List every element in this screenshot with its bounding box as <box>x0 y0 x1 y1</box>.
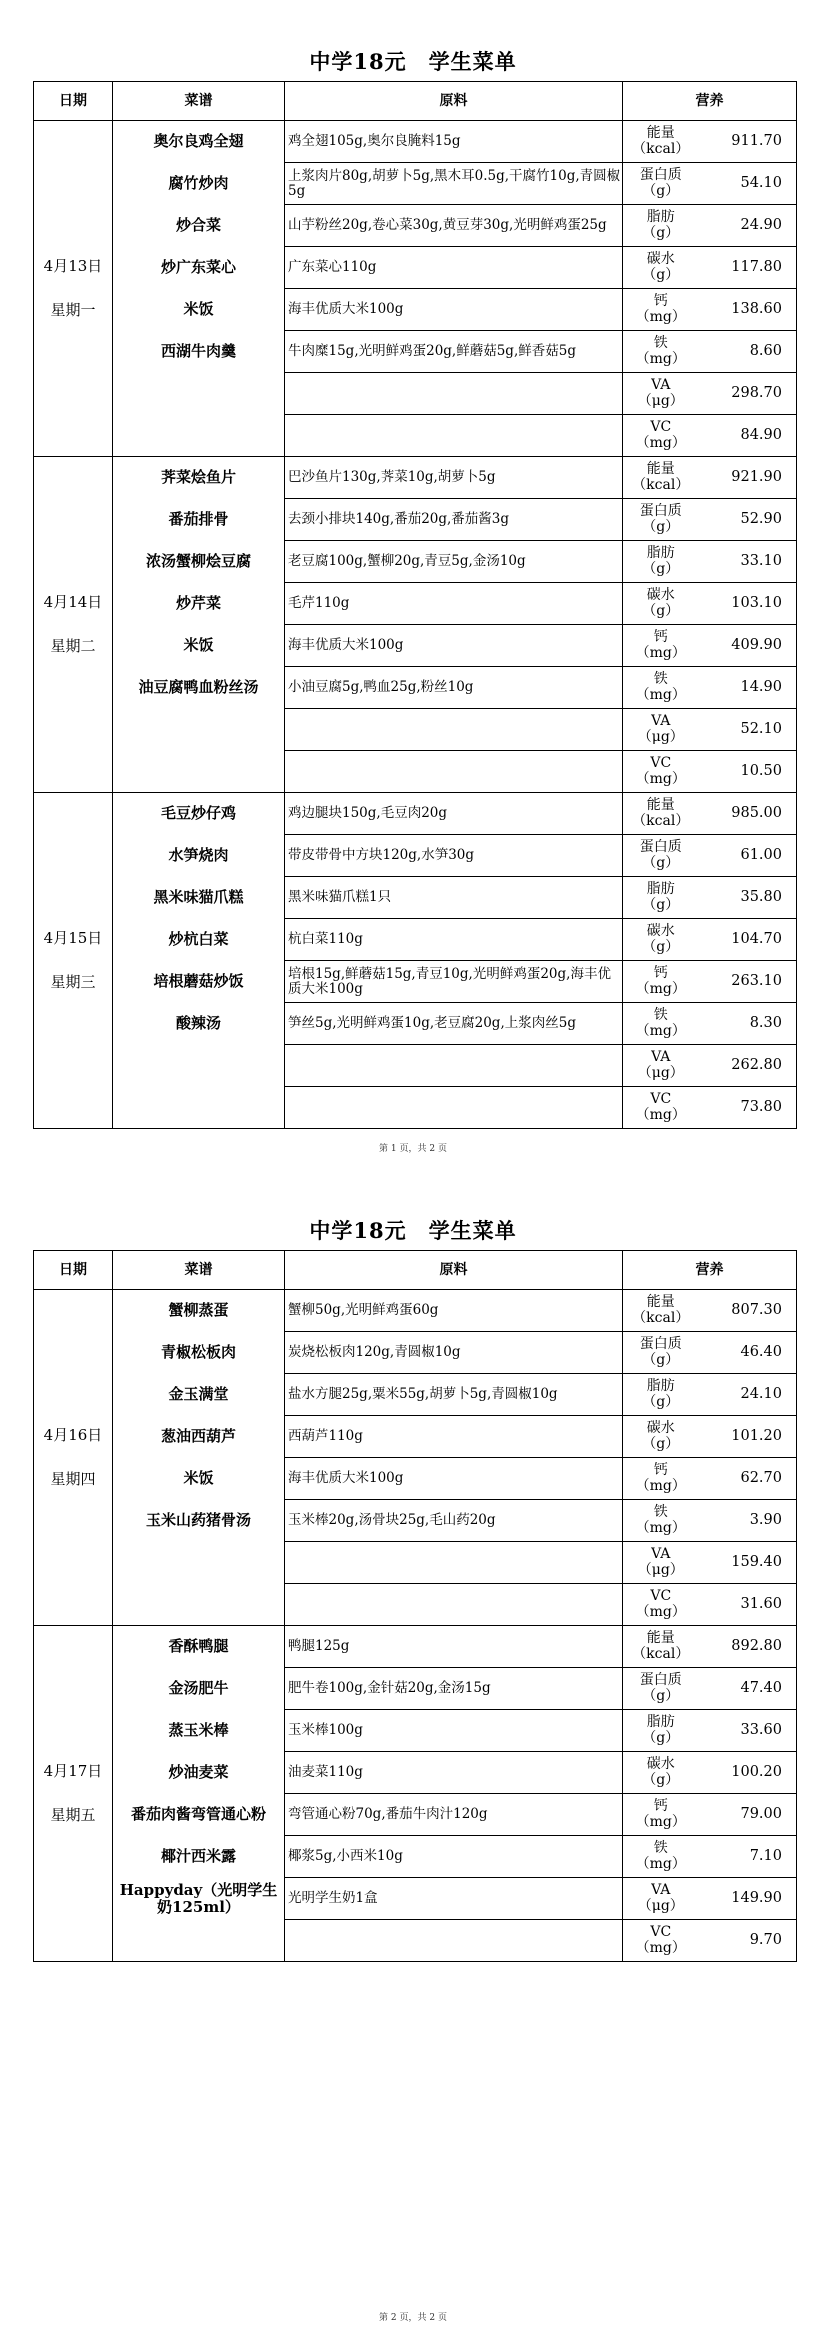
nutrient-name: 脂肪 <box>646 881 675 898</box>
nutrient-name: 能量 <box>646 461 675 478</box>
nutrient-value: 52.90 <box>699 499 797 541</box>
date-label: 4月17日 <box>43 1762 103 1781</box>
ingredient-cell: 肥牛卷100g,金针菇20g,金汤15g <box>285 1668 623 1710</box>
dish-name: 米饭 <box>183 300 214 319</box>
nutrient-label-cell <box>623 919 699 961</box>
date-group <box>34 1763 112 1824</box>
nutrient-value: 84.90 <box>699 415 797 457</box>
nutrient-value: 52.10 <box>699 709 797 751</box>
nutrient-value: 24.90 <box>699 205 797 247</box>
header-date: 日期 <box>34 82 113 121</box>
nutrient-value: 149.90 <box>699 1878 797 1920</box>
ingredient-cell <box>285 415 623 457</box>
nutrient-unit: （g） <box>642 854 680 871</box>
nutrient-name: 蛋白质 <box>639 1672 682 1689</box>
nutrient-label-cell <box>623 1710 699 1752</box>
nutrient-unit: （g） <box>642 1393 680 1410</box>
nutrient-unit: （μg） <box>637 1897 684 1914</box>
nutrient-label-cell <box>623 1752 699 1794</box>
table-row <box>34 1290 797 1332</box>
nutrient-unit: （g） <box>642 1351 680 1368</box>
nutrient-name: VC <box>650 1588 672 1605</box>
nutrient-label-cell <box>623 1374 699 1416</box>
ingredient-cell: 笋丝5g,光明鲜鸡蛋10g,老豆腐20g,上浆肉丝5g <box>285 1003 623 1045</box>
nutrient-unit: （g） <box>642 224 680 241</box>
nutrient-name: VA <box>651 1546 671 1563</box>
dish-name: 炒杭白菜 <box>168 930 229 949</box>
day-block <box>34 1626 797 1962</box>
menu-table-2 <box>33 1250 797 1962</box>
ingredient-cell: 海丰优质大米100g <box>285 289 623 331</box>
ingredient-cell: 去颈小排块140g,番茄20g,番茄酱3g <box>285 499 623 541</box>
date-group <box>34 258 112 319</box>
dish-name: 香酥鸭腿 <box>168 1637 229 1656</box>
nutrient-value: 911.70 <box>699 121 797 163</box>
nutrient-name: 能量 <box>646 1294 675 1311</box>
nutrient-name: VC <box>650 1924 672 1941</box>
nutrient-unit: （g） <box>642 1729 680 1746</box>
nutrient-unit: （μg） <box>637 728 684 745</box>
menu-title: 中学18元 学生菜单 <box>309 49 517 74</box>
ingredient-cell: 广东菜心110g <box>285 247 623 289</box>
nutrient-unit: （μg） <box>637 1561 684 1578</box>
nutrient-name: VA <box>651 1049 671 1066</box>
date-label: 4月13日 <box>43 257 103 276</box>
date-label: 4月14日 <box>43 593 103 612</box>
dish-name: 椰汁西米露 <box>160 1847 236 1866</box>
ingredient-cell: 牛肉糜15g,光明鲜鸡蛋20g,鲜蘑菇5g,鲜香菇5g <box>285 331 623 373</box>
nutrient-unit: （mg） <box>635 308 686 325</box>
nutrient-value: 61.00 <box>699 835 797 877</box>
ingredient-cell: 光明学生奶1盒 <box>285 1878 623 1920</box>
page-footer: 第 2 页，共 2 页 <box>379 2313 447 2323</box>
weekday-label: 星期三 <box>50 972 96 991</box>
nutrient-name: 蛋白质 <box>639 839 682 856</box>
date-label: 4月15日 <box>43 929 103 948</box>
ingredient-cell: 炭烧松板肉120g,青圆椒10g <box>285 1332 623 1374</box>
nutrient-value: 892.80 <box>699 1626 797 1668</box>
ingredient-cell: 蟹柳50g,光明鲜鸡蛋60g <box>285 1290 623 1332</box>
nutrient-label-cell <box>623 583 699 625</box>
nutrient-name: 碳水 <box>646 251 675 268</box>
nutrient-name: VA <box>651 377 671 394</box>
ingredient-cell: 鸭腿125g <box>285 1626 623 1668</box>
nutrient-unit: （kcal） <box>632 1309 690 1326</box>
dishes-cell <box>113 121 285 457</box>
nutrient-name: 铁 <box>653 671 668 688</box>
nutrient-value: 117.80 <box>699 247 797 289</box>
nutrient-name: VA <box>651 713 671 730</box>
nutrient-label-cell <box>623 289 699 331</box>
nutrient-label-cell <box>623 541 699 583</box>
table-row <box>34 457 797 499</box>
ingredient-cell: 西葫芦110g <box>285 1416 623 1458</box>
ingredient-cell <box>285 1542 623 1584</box>
nutrient-label-cell <box>623 1668 699 1710</box>
table-header-row <box>34 82 797 121</box>
ingredient-cell <box>285 1045 623 1087</box>
nutrient-label-cell <box>623 163 699 205</box>
nutrient-value: 263.10 <box>699 961 797 1003</box>
dish-name: 米饭 <box>183 1469 214 1488</box>
nutrient-unit: （kcal） <box>632 812 690 829</box>
nutrient-name: 铁 <box>653 1840 668 1857</box>
nutrient-name: 铁 <box>653 1007 668 1024</box>
nutrient-unit: （kcal） <box>632 1645 690 1662</box>
dish-name: 炒油麦菜 <box>168 1763 229 1782</box>
table-row <box>34 793 797 835</box>
ingredient-cell <box>285 373 623 415</box>
nutrient-label-cell <box>623 1290 699 1332</box>
dish-name: 腐竹炒肉 <box>168 174 229 193</box>
nutrient-unit: （mg） <box>635 1855 686 1872</box>
ingredient-cell: 毛芹110g <box>285 583 623 625</box>
nutrient-unit: （g） <box>642 266 680 283</box>
header-ingredients: 原料 <box>285 1251 623 1290</box>
nutrient-value: 24.10 <box>699 1374 797 1416</box>
ingredient-cell <box>285 1087 623 1129</box>
nutrient-value: 8.30 <box>699 1003 797 1045</box>
nutrient-name: 蛋白质 <box>639 1336 682 1353</box>
ingredient-cell: 鸡全翅105g,奥尔良腌料15g <box>285 121 623 163</box>
nutrient-unit: （mg） <box>635 434 686 451</box>
nutrient-unit: （mg） <box>635 770 686 787</box>
date-group <box>34 1427 112 1488</box>
ingredient-cell: 培根15g,鲜蘑菇15g,青豆10g,光明鲜鸡蛋20g,海丰优质大米100g <box>285 961 623 1003</box>
ingredient-cell <box>285 709 623 751</box>
dishes-cell <box>113 1290 285 1626</box>
nutrient-name: 碳水 <box>646 587 675 604</box>
nutrient-unit: （mg） <box>635 1939 686 1956</box>
dish-name: 培根蘑菇炒饭 <box>153 972 244 991</box>
dish-name: Happyday（光明学生奶125ml） <box>119 1880 278 1916</box>
nutrient-value: 62.70 <box>699 1458 797 1500</box>
nutrient-value: 79.00 <box>699 1794 797 1836</box>
nutrient-label-cell <box>623 1584 699 1626</box>
nutrient-unit: （g） <box>642 1435 680 1452</box>
nutrient-label-cell <box>623 415 699 457</box>
nutrient-unit: （g） <box>642 896 680 913</box>
header-nutrition: 营养 <box>623 82 797 121</box>
dish-name: 油豆腐鸭血粉丝汤 <box>138 678 259 697</box>
table-header-row <box>34 1251 797 1290</box>
dish-name: 青椒松板肉 <box>160 1343 236 1362</box>
nutrient-value: 3.90 <box>699 1500 797 1542</box>
dish-name: 金玉满堂 <box>168 1385 229 1404</box>
ingredient-cell: 玉米棒20g,汤骨块25g,毛山药20g <box>285 1500 623 1542</box>
date-cell <box>34 457 113 793</box>
dish-name: 葱油西葫芦 <box>160 1427 236 1446</box>
page-footer: 第 1 页，共 2 页 <box>379 1144 447 1154</box>
day-block <box>34 1290 797 1626</box>
ingredient-cell: 弯管通心粉70g,番茄牛肉汁120g <box>285 1794 623 1836</box>
nutrient-name: 铁 <box>653 1504 668 1521</box>
nutrient-label-cell <box>623 1458 699 1500</box>
nutrient-value: 35.80 <box>699 877 797 919</box>
nutrient-name: 蛋白质 <box>639 503 682 520</box>
dish-name: 荠菜烩鱼片 <box>160 468 236 487</box>
nutrient-label-cell <box>623 835 699 877</box>
dish-name: 奥尔良鸡全翅 <box>153 132 244 151</box>
nutrient-name: 碳水 <box>646 1756 675 1773</box>
dish-name: 水笋烧肉 <box>168 846 229 865</box>
weekday-label: 星期四 <box>50 1469 96 1488</box>
ingredient-cell: 椰浆5g,小西米10g <box>285 1836 623 1878</box>
nutrient-name: VC <box>650 755 672 772</box>
nutrient-value: 807.30 <box>699 1290 797 1332</box>
nutrient-label-cell <box>623 793 699 835</box>
nutrient-value: 985.00 <box>699 793 797 835</box>
dish-name: 毛豆炒仔鸡 <box>160 804 236 823</box>
nutrient-value: 100.20 <box>699 1752 797 1794</box>
header-menu: 菜谱 <box>113 1251 285 1290</box>
dish-name: 米饭 <box>183 636 214 655</box>
ingredient-cell: 海丰优质大米100g <box>285 1458 623 1500</box>
ingredient-cell: 黑米味猫爪糕1只 <box>285 877 623 919</box>
nutrient-unit: （g） <box>642 560 680 577</box>
nutrient-name: VC <box>650 419 672 436</box>
date-cell <box>34 1626 113 1962</box>
day-block <box>34 793 797 1129</box>
nutrient-unit: （g） <box>642 1687 680 1704</box>
nutrient-value: 104.70 <box>699 919 797 961</box>
table-row <box>34 121 797 163</box>
nutrient-value: 159.40 <box>699 1542 797 1584</box>
nutrient-value: 921.90 <box>699 457 797 499</box>
menu-title: 中学18元 学生菜单 <box>309 1218 517 1243</box>
header-ingredients: 原料 <box>285 82 623 121</box>
nutrient-label-cell <box>623 1087 699 1129</box>
nutrient-value: 103.10 <box>699 583 797 625</box>
date-group <box>34 594 112 655</box>
date-cell <box>34 121 113 457</box>
header-date: 日期 <box>34 1251 113 1290</box>
nutrient-unit: （mg） <box>635 1603 686 1620</box>
dish-name: 炒广东菜心 <box>160 258 236 277</box>
nutrient-label-cell <box>623 457 699 499</box>
dish-name: 酸辣汤 <box>175 1014 221 1033</box>
dish-name: 玉米山药猪骨汤 <box>145 1511 251 1530</box>
ingredient-cell: 上浆肉片80g,胡萝卜5g,黑木耳0.5g,干腐竹10g,青圆椒5g <box>285 163 623 205</box>
day-block <box>34 457 797 793</box>
ingredient-cell: 玉米棒100g <box>285 1710 623 1752</box>
nutrient-name: 脂肪 <box>646 1378 675 1395</box>
nutrient-label-cell <box>623 961 699 1003</box>
weekday-label: 星期五 <box>50 1805 96 1824</box>
dish-name: 番茄排骨 <box>168 510 229 529</box>
nutrient-name: VA <box>651 1882 671 1899</box>
nutrient-value: 14.90 <box>699 667 797 709</box>
date-group <box>34 930 112 991</box>
header-nutrition: 营养 <box>623 1251 797 1290</box>
nutrient-label-cell <box>623 1003 699 1045</box>
nutrient-label-cell <box>623 1878 699 1920</box>
ingredient-cell <box>285 1584 623 1626</box>
nutrient-label-cell <box>623 1836 699 1878</box>
nutrient-label-cell <box>623 1500 699 1542</box>
nutrient-value: 8.60 <box>699 331 797 373</box>
dish-name: 番茄肉酱弯管通心粉 <box>130 1805 266 1824</box>
page-2 <box>0 1169 826 2338</box>
dish-name: 黑米味猫爪糕 <box>153 888 244 907</box>
nutrient-value: 47.40 <box>699 1668 797 1710</box>
date-label: 4月16日 <box>43 1426 103 1445</box>
nutrient-value: 262.80 <box>699 1045 797 1087</box>
nutrient-unit: （g） <box>642 602 680 619</box>
ingredient-cell <box>285 1920 623 1962</box>
dishes-cell <box>113 1626 285 1962</box>
nutrient-unit: （g） <box>642 518 680 535</box>
nutrient-unit: （kcal） <box>632 140 690 157</box>
nutrient-value: 10.50 <box>699 751 797 793</box>
ingredient-cell <box>285 751 623 793</box>
nutrient-label-cell <box>623 1045 699 1087</box>
dish-name: 炒合菜 <box>175 216 221 235</box>
ingredient-cell: 山芋粉丝20g,卷心菜30g,黄豆芽30g,光明鲜鸡蛋25g <box>285 205 623 247</box>
nutrient-label-cell <box>623 667 699 709</box>
nutrient-value: 9.70 <box>699 1920 797 1962</box>
nutrient-name: 能量 <box>646 797 675 814</box>
nutrient-name: 能量 <box>646 1630 675 1647</box>
nutrient-value: 33.60 <box>699 1710 797 1752</box>
ingredient-cell: 海丰优质大米100g <box>285 625 623 667</box>
weekday-label: 星期二 <box>50 636 96 655</box>
nutrient-unit: （μg） <box>637 392 684 409</box>
nutrient-value: 298.70 <box>699 373 797 415</box>
nutrient-name: 钙 <box>653 1798 668 1815</box>
nutrient-value: 101.20 <box>699 1416 797 1458</box>
nutrient-value: 31.60 <box>699 1584 797 1626</box>
nutrient-name: 碳水 <box>646 923 675 940</box>
nutrient-label-cell <box>623 1794 699 1836</box>
nutrient-label-cell <box>623 499 699 541</box>
nutrient-unit: （g） <box>642 182 680 199</box>
dishes-cell <box>113 457 285 793</box>
nutrient-label-cell <box>623 373 699 415</box>
nutrient-label-cell <box>623 205 699 247</box>
ingredient-cell: 油麦菜110g <box>285 1752 623 1794</box>
nutrient-unit: （mg） <box>635 1106 686 1123</box>
dish-name: 炒芹菜 <box>175 594 221 613</box>
dishes-cell <box>113 793 285 1129</box>
nutrient-unit: （mg） <box>635 1813 686 1830</box>
ingredient-cell: 带皮带骨中方块120g,水笋30g <box>285 835 623 877</box>
nutrient-unit: （kcal） <box>632 476 690 493</box>
nutrient-unit: （mg） <box>635 644 686 661</box>
nutrient-label-cell <box>623 709 699 751</box>
nutrient-label-cell <box>623 1416 699 1458</box>
date-cell <box>34 1290 113 1626</box>
nutrient-name: 碳水 <box>646 1420 675 1437</box>
nutrient-label-cell <box>623 1626 699 1668</box>
nutrient-unit: （mg） <box>635 686 686 703</box>
nutrient-label-cell <box>623 1920 699 1962</box>
date-cell <box>34 793 113 1129</box>
menu-table-1 <box>33 81 797 1129</box>
nutrient-label-cell <box>623 247 699 289</box>
dish-name: 蒸玉米棒 <box>168 1721 229 1740</box>
nutrient-label-cell <box>623 1332 699 1374</box>
nutrient-name: 钙 <box>653 629 668 646</box>
nutrient-unit: （μg） <box>637 1064 684 1081</box>
nutrient-name: 钙 <box>653 1462 668 1479</box>
nutrient-name: 蛋白质 <box>639 167 682 184</box>
nutrient-label-cell <box>623 331 699 373</box>
dish-name: 浓汤蟹柳烩豆腐 <box>145 552 251 571</box>
nutrient-unit: （mg） <box>635 1477 686 1494</box>
ingredient-cell: 老豆腐100g,蟹柳20g,青豆5g,金汤10g <box>285 541 623 583</box>
nutrient-label-cell <box>623 121 699 163</box>
nutrient-value: 409.90 <box>699 625 797 667</box>
nutrient-unit: （g） <box>642 1771 680 1788</box>
ingredient-cell: 盐水方腿25g,粟米55g,胡萝卜5g,青圆椒10g <box>285 1374 623 1416</box>
ingredient-cell: 杭白菜110g <box>285 919 623 961</box>
nutrient-label-cell <box>623 751 699 793</box>
weekday-label: 星期一 <box>50 300 96 319</box>
nutrient-name: VC <box>650 1091 672 1108</box>
nutrient-label-cell <box>623 625 699 667</box>
nutrient-name: 脂肪 <box>646 209 675 226</box>
ingredient-cell: 小油豆腐5g,鸭血25g,粉丝10g <box>285 667 623 709</box>
nutrient-value: 46.40 <box>699 1332 797 1374</box>
nutrient-name: 钙 <box>653 965 668 982</box>
nutrient-name: 能量 <box>646 125 675 142</box>
ingredient-cell: 鸡边腿块150g,毛豆肉20g <box>285 793 623 835</box>
nutrient-value: 54.10 <box>699 163 797 205</box>
nutrient-value: 7.10 <box>699 1836 797 1878</box>
nutrient-unit: （mg） <box>635 1519 686 1536</box>
dish-name: 西湖牛肉羹 <box>160 342 236 361</box>
nutrient-name: 铁 <box>653 335 668 352</box>
dish-name: 蟹柳蒸蛋 <box>168 1301 229 1320</box>
nutrient-unit: （mg） <box>635 350 686 367</box>
nutrient-unit: （mg） <box>635 980 686 997</box>
nutrient-name: 脂肪 <box>646 1714 675 1731</box>
nutrient-name: 钙 <box>653 293 668 310</box>
nutrient-value: 138.60 <box>699 289 797 331</box>
table-row <box>34 1626 797 1668</box>
nutrient-unit: （g） <box>642 938 680 955</box>
nutrient-value: 73.80 <box>699 1087 797 1129</box>
nutrient-unit: （mg） <box>635 1022 686 1039</box>
nutrient-label-cell <box>623 1542 699 1584</box>
nutrient-value: 33.10 <box>699 541 797 583</box>
header-menu: 菜谱 <box>113 82 285 121</box>
ingredient-cell: 巴沙鱼片130g,荠菜10g,胡萝卜5g <box>285 457 623 499</box>
dish-name: 金汤肥牛 <box>168 1679 229 1698</box>
day-block <box>34 121 797 457</box>
nutrient-name: 脂肪 <box>646 545 675 562</box>
nutrient-label-cell <box>623 877 699 919</box>
